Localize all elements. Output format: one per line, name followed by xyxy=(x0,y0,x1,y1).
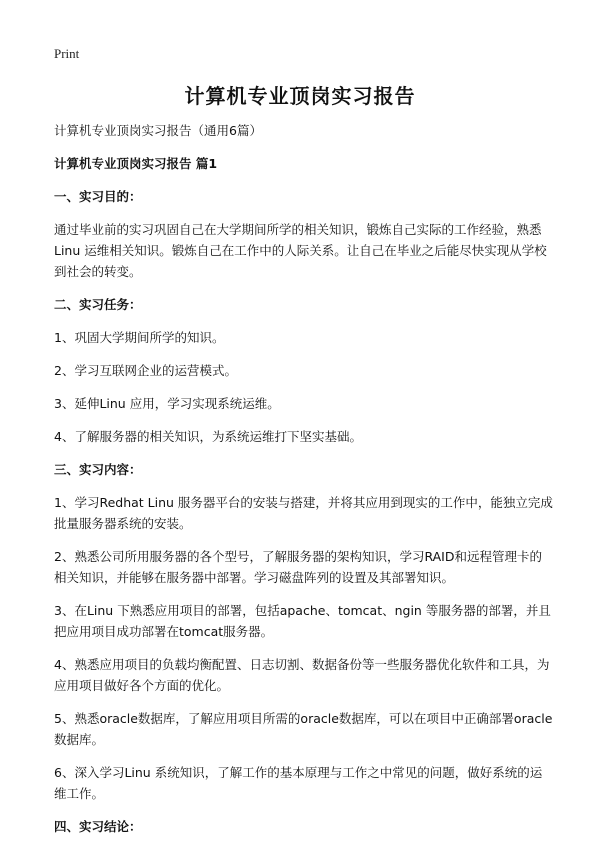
list-item: 1、学习Redhat Linu 服务器平台的安装与搭建，并将其应用到现实的工作中，能独立完成批量服务器系统的安装。 xyxy=(54,495,553,531)
print-label[interactable]: Print xyxy=(54,46,80,61)
list-item: 3、延伸Linu 应用，学习实现系统运维。 xyxy=(54,396,280,411)
list-item: 3、在Linu 下熟悉应用项目的部署，包括apache、tomcat、ngin 等服务器的部署，并且把应用项目成功部署在tomcat服务器。 xyxy=(54,603,551,639)
document-title: 计算机专业顶岗实习报告 xyxy=(184,84,416,108)
list-item: 2、学习互联网企业的运营模式。 xyxy=(54,363,237,378)
section-heading-purpose: 一、实习目的： xyxy=(54,189,142,204)
list-item: 6、深入学习Linu 系统知识，了解工作的基本原理与工作之中常见的问题，做好系统的运维工作。 xyxy=(54,765,543,801)
article-heading: 计算机专业顶岗实习报告 篇1 xyxy=(54,156,218,171)
list-item: 4、熟悉应用项目的负载均衡配置、日志切割、数据备份等一些服务器优化软件和工具，为应用项目做好各个方面的优化。 xyxy=(54,657,550,693)
paragraph: 通过毕业前的实习巩固自己在大学期间所学的相关知识，锻炼自己实际的工作经验，熟悉Linu 运维相关知识。锻炼自己在工作中的人际关系。让自己在毕业之后能尽快实现从学校到社会的转变。 xyxy=(54,222,547,279)
list-item: 5、熟悉oracle数据库，了解应用项目所需的oracle数据库，可以在项目中正确部署oracle数据库。 xyxy=(54,711,553,747)
section-heading-conclusion: 四、实习结论： xyxy=(54,819,142,834)
list-item: 1、巩固大学期间所学的知识。 xyxy=(54,330,225,345)
document-subtitle: 计算机专业顶岗实习报告（通用6篇） xyxy=(54,123,262,138)
list-item: 4、了解服务器的相关知识，为系统运维打下坚实基础。 xyxy=(54,429,362,444)
list-item: 2、熟悉公司所用服务器的各个型号，了解服务器的架构知识，学习RAID和远程管理卡的相关知识，并能够在服务器中部署。学习磁盘阵列的设置及其部署知识。 xyxy=(54,549,542,585)
section-heading-tasks: 二、实习任务： xyxy=(54,297,142,312)
document-body xyxy=(54,120,554,849)
section-heading-content: 三、实习内容： xyxy=(54,462,142,477)
